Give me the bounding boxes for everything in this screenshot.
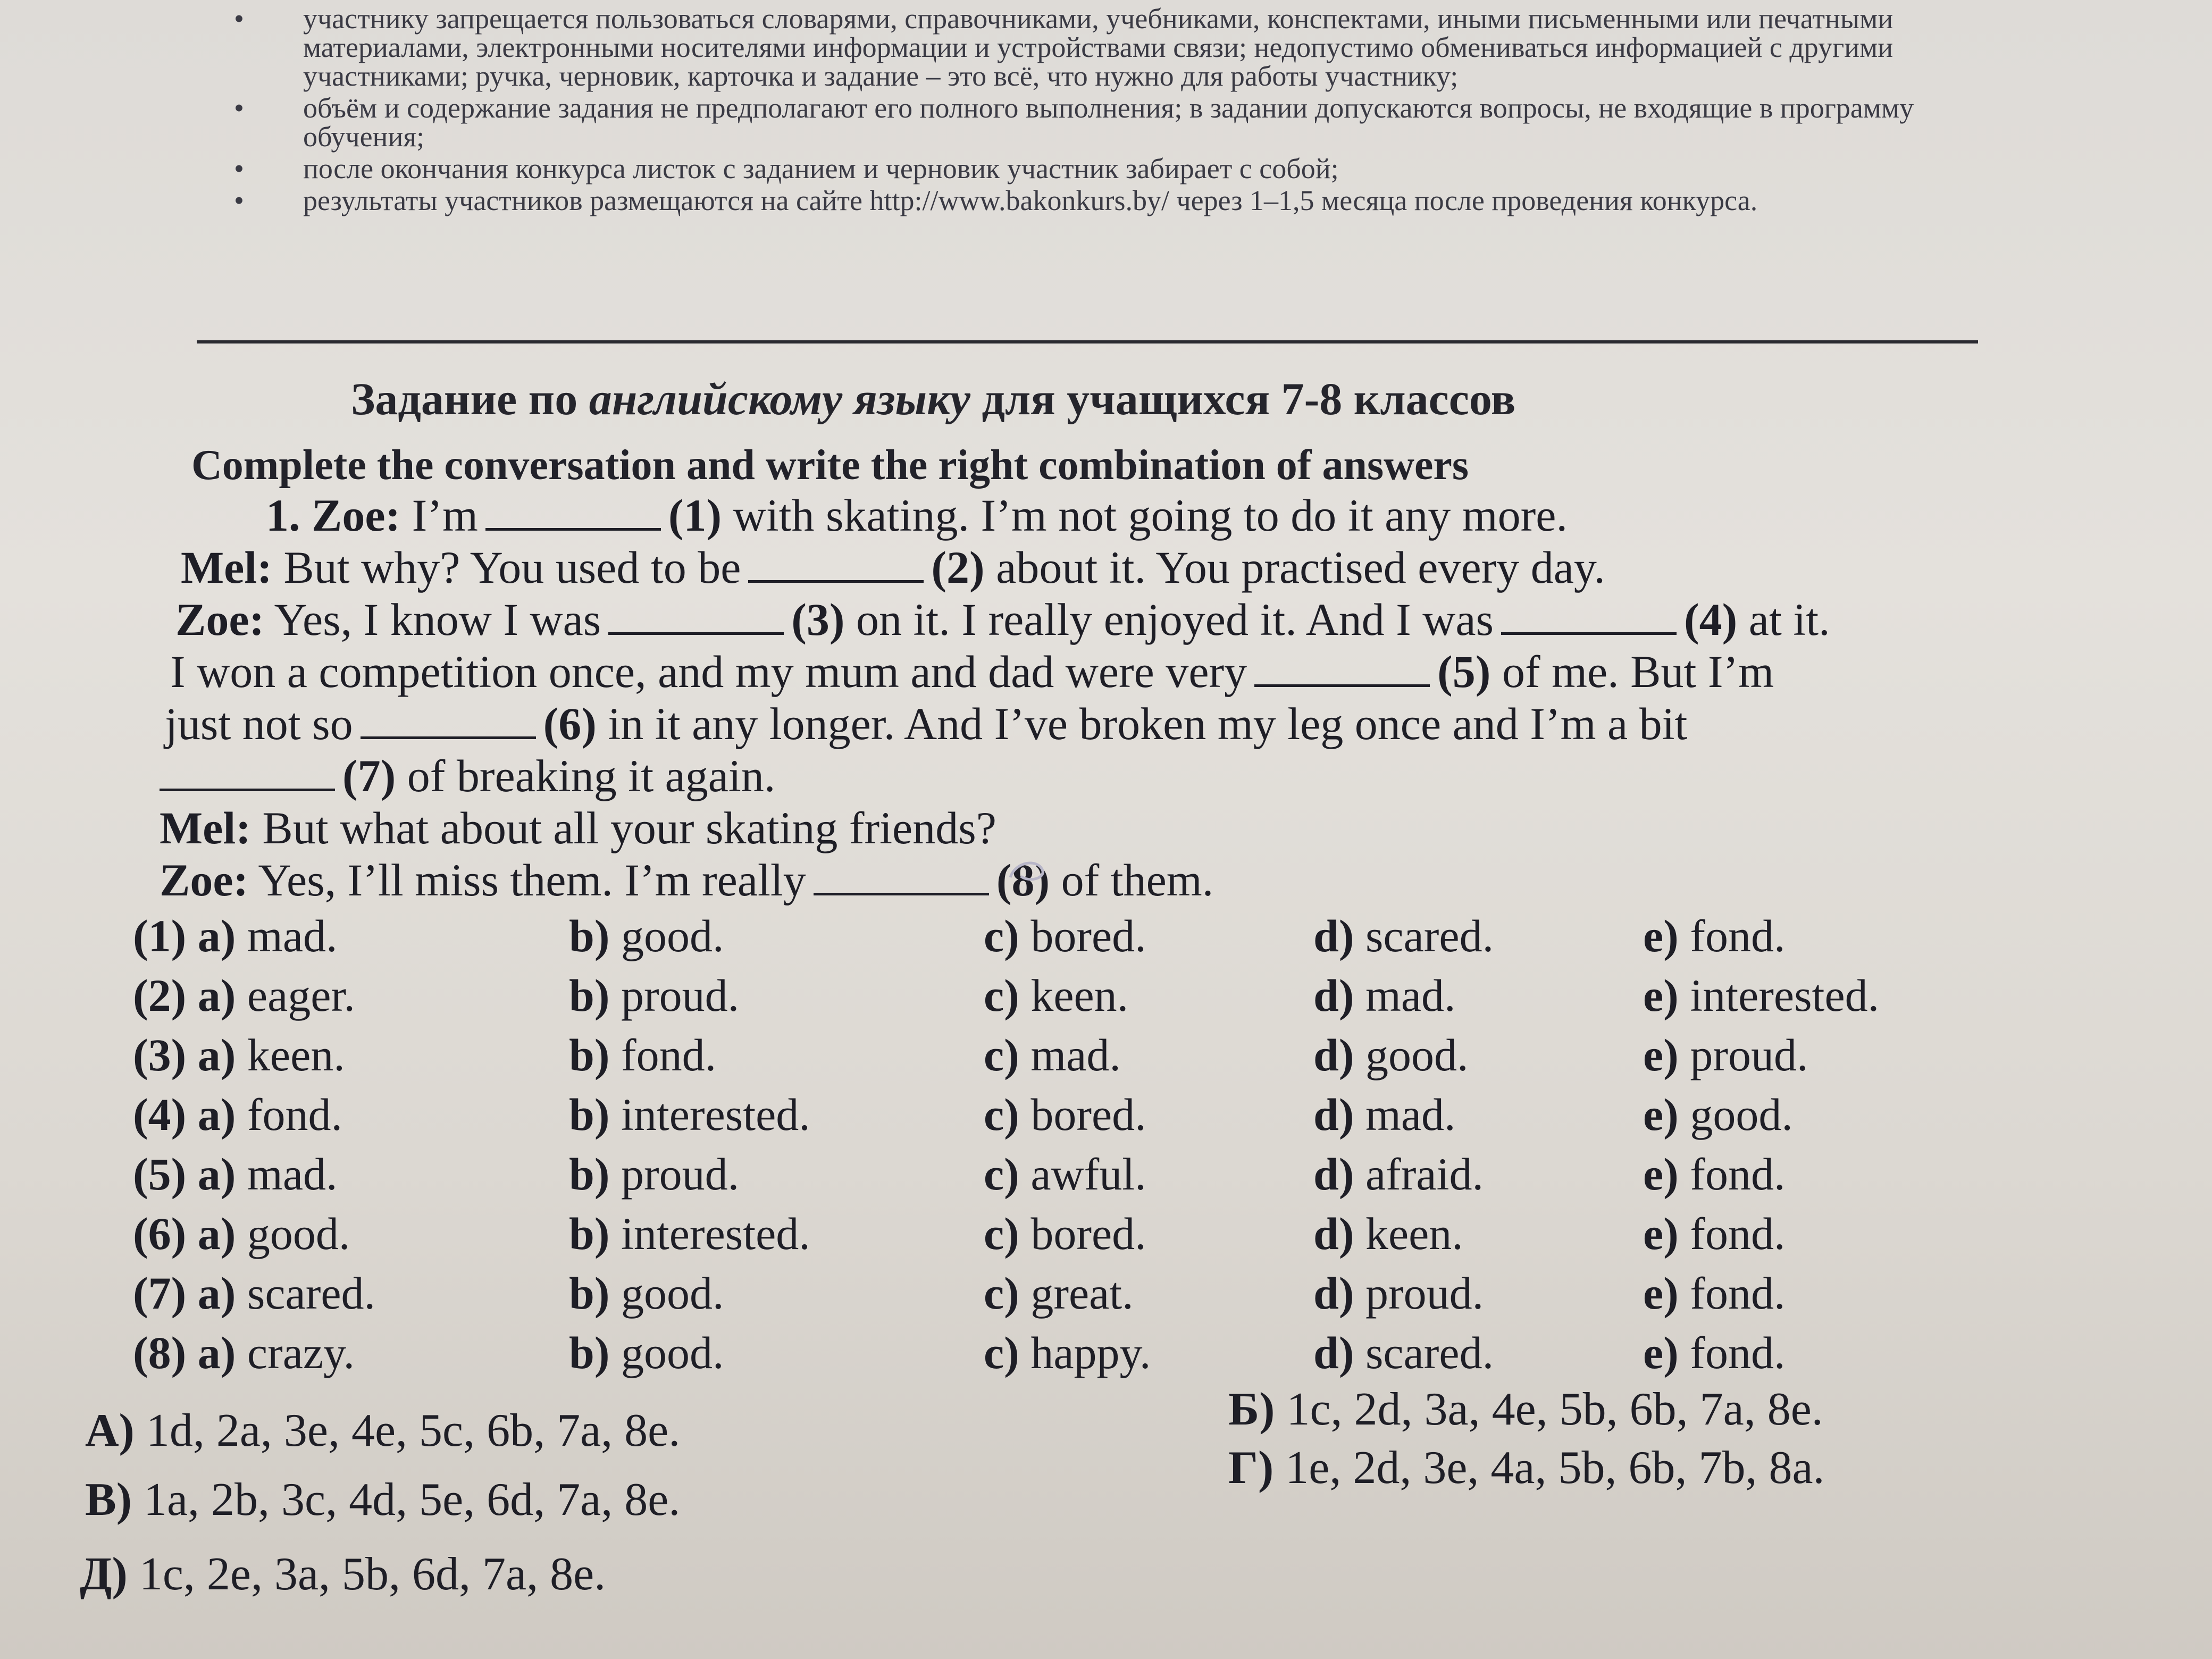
heading-language: английскому языку	[589, 373, 970, 424]
option-word: bored.	[1030, 1208, 1146, 1259]
options-grid	[101, 909, 1962, 1386]
option-d	[1313, 1147, 1484, 1201]
option-letter: a)	[197, 1029, 236, 1080]
option-word: bored.	[1030, 1089, 1146, 1140]
option-word: fond.	[1690, 1149, 1786, 1200]
option-row	[101, 1326, 1962, 1386]
dialogue-text: But what about all your skating friends?	[262, 802, 996, 853]
answer-blank	[160, 751, 335, 791]
answer-blank	[608, 595, 784, 635]
rule-text: участнику запрещается пользоваться словарями, справочниками, учебниками, конспектами, иными письменными или печатными материалами, электронными носителями информации и устройствами связи; недопустимо обмениваться информацией с другими участниками; ручка, черновик, карточка и задание – это всё, что нужно для работы участнику;	[303, 3, 1893, 92]
option-b	[569, 1088, 810, 1141]
divider-line	[197, 340, 1978, 343]
option-word: keen.	[247, 1029, 345, 1080]
conversation	[160, 489, 2031, 906]
answer-text: 1a, 2b, 3c, 4d, 5e, 6d, 7a, 8e.	[144, 1474, 681, 1526]
option-word: good.	[1690, 1089, 1793, 1140]
option-letter: b)	[569, 970, 610, 1021]
option-letter: d)	[1313, 1149, 1354, 1200]
answer-blank	[361, 699, 536, 739]
option-letter: b)	[569, 1029, 610, 1080]
option-letter: d)	[1313, 1208, 1354, 1259]
option-letter: e)	[1643, 910, 1679, 961]
option-word: proud.	[621, 970, 740, 1021]
option-letter: d)	[1313, 1089, 1354, 1140]
option-letter: e)	[1643, 970, 1679, 1021]
dialogue-text: with skating. I’m not going to do it any more.	[733, 490, 1568, 541]
option-d	[1313, 1088, 1456, 1141]
option-word: happy.	[1030, 1327, 1151, 1378]
option-number: (8)	[133, 1327, 187, 1378]
option-letter: b)	[569, 1268, 610, 1319]
option-d	[1313, 1267, 1484, 1320]
option-letter: c)	[984, 1029, 1019, 1080]
answer-label: Д)	[80, 1548, 128, 1600]
option-word: fond.	[247, 1089, 343, 1140]
speaker-label: Zoe:	[312, 490, 401, 541]
option-letter: a)	[197, 1208, 236, 1259]
option-word: good.	[247, 1208, 350, 1259]
option-row	[101, 1207, 1962, 1267]
answer-text: 1d, 2a, 3e, 4e, 5c, 6b, 7a, 8e.	[146, 1405, 681, 1456]
dialogue-text: I won a competition once, and my mum and dad were very	[170, 646, 1247, 697]
blank-number: (4)	[1684, 594, 1738, 645]
option-word: scared.	[1365, 910, 1494, 961]
dialogue-line	[160, 593, 2031, 646]
option-letter: e)	[1643, 1268, 1679, 1319]
option-word: afraid.	[1365, 1149, 1484, 1200]
option-letter: a)	[197, 910, 236, 961]
bullet-icon: •	[234, 185, 244, 216]
option-e	[1643, 1207, 1785, 1260]
rule-item	[223, 94, 1957, 151]
option-e	[1643, 969, 1879, 1022]
dialogue-line	[160, 646, 2031, 698]
option-c	[984, 1028, 1121, 1082]
option-letter: b)	[569, 1208, 610, 1259]
option-letter: c)	[984, 970, 1019, 1021]
option-b	[569, 1326, 724, 1379]
option-letter: a)	[197, 1089, 236, 1140]
answer-blank	[814, 856, 989, 895]
option-a	[133, 1088, 342, 1141]
option-number: (4)	[133, 1089, 187, 1140]
option-word: proud.	[621, 1149, 740, 1200]
option-row	[101, 1088, 1962, 1147]
option-b	[569, 1028, 716, 1082]
option-letter: b)	[569, 910, 610, 961]
bullet-icon: •	[234, 153, 244, 185]
option-e	[1643, 1028, 1808, 1082]
blank-number: (1)	[668, 490, 722, 541]
dialogue-text: about it. You practised every day.	[996, 542, 1605, 593]
rule-text: после окончания конкурса листок с заданием и черновик участник забирает с собой;	[303, 153, 1339, 185]
rule-text: результаты участников размещаются на сайте http://www.bakonkurs.by/ через 1–1,5 месяца после проведения конкурса.	[303, 185, 1758, 216]
option-letter: e)	[1643, 1149, 1679, 1200]
rule-text: объём и содержание задания не предполагают его полного выполнения; в задании допускаются вопросы, не входящие в программу обучения;	[303, 92, 1914, 153]
answer-label: В)	[85, 1474, 132, 1526]
answer-text: 1c, 2e, 3a, 5b, 6d, 7a, 8e.	[139, 1548, 606, 1600]
option-c	[984, 969, 1128, 1022]
option-d	[1313, 1326, 1494, 1379]
option-word: good.	[621, 1268, 724, 1319]
option-word: proud.	[1690, 1029, 1808, 1080]
dialogue-text: at it.	[1748, 594, 1830, 645]
option-row	[101, 1147, 1962, 1207]
option-e	[1643, 909, 1785, 962]
option-letter: d)	[1313, 1327, 1354, 1378]
option-letter: c)	[984, 910, 1019, 961]
option-a	[133, 1147, 338, 1201]
option-e	[1643, 1326, 1785, 1379]
dialogue-text: of breaking it again.	[407, 750, 776, 801]
dialogue-text: Yes, I’ll miss them. I’m really	[258, 854, 806, 906]
rule-item	[223, 4, 1957, 90]
option-letter: c)	[984, 1149, 1019, 1200]
pen-scribble	[1000, 856, 1063, 888]
option-number: (7)	[133, 1268, 187, 1319]
rules-list	[223, 0, 1957, 218]
dialogue-text: But why? You used to be	[283, 542, 741, 593]
dialogue-line	[160, 698, 2031, 750]
question-number: 1.	[266, 490, 300, 541]
option-number: (3)	[133, 1029, 187, 1080]
answer-option-g	[1228, 1441, 1825, 1495]
option-letter: c)	[984, 1089, 1019, 1140]
answer-blank	[485, 491, 661, 531]
heading-part2: для учащихся 7-8 классов	[970, 373, 1516, 424]
answer-label: Б)	[1228, 1384, 1275, 1435]
option-word: fond.	[1690, 1327, 1786, 1378]
option-row	[101, 1267, 1962, 1326]
heading-part1: Задание по	[351, 373, 589, 424]
option-word: great.	[1030, 1268, 1134, 1319]
option-letter: a)	[197, 1327, 236, 1378]
option-row	[101, 1028, 1962, 1088]
bullet-icon: •	[234, 3, 244, 35]
option-letter: d)	[1313, 1029, 1354, 1080]
option-word: eager.	[247, 970, 355, 1021]
answer-blank	[1254, 647, 1430, 687]
option-e	[1643, 1147, 1785, 1201]
speaker-label: Mel:	[160, 802, 251, 853]
option-word: keen.	[1365, 1208, 1463, 1259]
option-word: good.	[621, 1327, 724, 1378]
answer-label: Г)	[1228, 1442, 1274, 1494]
option-word: crazy.	[247, 1327, 355, 1378]
option-c	[984, 1147, 1146, 1201]
blank-number: (2)	[931, 542, 985, 593]
blank-number: (8)	[996, 854, 1050, 906]
dialogue-text: I’m	[412, 490, 478, 541]
option-word: bored.	[1030, 910, 1146, 961]
option-b	[569, 1147, 739, 1201]
option-d	[1313, 909, 1494, 962]
option-word: mad.	[1030, 1029, 1121, 1080]
bullet-icon: •	[234, 92, 244, 124]
option-d	[1313, 969, 1456, 1022]
option-word: scared.	[247, 1268, 376, 1319]
option-number: (6)	[133, 1208, 187, 1259]
option-word: keen.	[1030, 970, 1129, 1021]
speaker-label: Zoe:	[160, 854, 249, 906]
option-word: fond.	[1690, 1268, 1786, 1319]
dialogue-text: of me. But I’m	[1502, 646, 1774, 697]
option-c	[984, 1267, 1134, 1320]
option-a	[133, 1028, 345, 1082]
option-word: interested.	[621, 1089, 810, 1140]
option-b	[569, 969, 739, 1022]
option-a	[133, 1267, 375, 1320]
option-letter: d)	[1313, 970, 1354, 1021]
option-letter: e)	[1643, 1208, 1679, 1259]
option-number: (5)	[133, 1149, 187, 1200]
option-word: interested.	[621, 1208, 810, 1259]
answer-option-v	[85, 1473, 680, 1527]
option-c	[984, 1326, 1151, 1379]
option-row	[101, 909, 1962, 969]
speaker-label: Zoe:	[175, 594, 265, 645]
option-b	[569, 1267, 724, 1320]
dialogue-text: Yes, I know I was	[274, 594, 601, 645]
task-instruction: Complete the conversation and write the right combination of answers	[191, 442, 1469, 489]
option-c	[984, 1207, 1146, 1260]
option-word: fond.	[1690, 910, 1786, 961]
option-b	[569, 909, 724, 962]
dialogue-text: of them.	[1061, 854, 1214, 906]
rule-item	[223, 154, 1957, 183]
option-e	[1643, 1267, 1785, 1320]
blank-number: (3)	[791, 594, 845, 645]
option-letter: e)	[1643, 1089, 1679, 1140]
answer-blank	[1501, 595, 1677, 635]
option-letter: b)	[569, 1089, 610, 1140]
option-a	[133, 909, 338, 962]
option-letter: c)	[984, 1268, 1019, 1319]
option-word: good.	[1365, 1029, 1469, 1080]
dialogue-text: in it any longer. And I’ve broken my leg once and I’m a bit	[608, 698, 1688, 749]
option-b	[569, 1207, 810, 1260]
option-c	[984, 909, 1146, 962]
option-letter: e)	[1643, 1029, 1679, 1080]
option-letter: d)	[1313, 1268, 1354, 1319]
option-d	[1313, 1028, 1468, 1082]
option-word: mad.	[1365, 1089, 1456, 1140]
option-letter: b)	[569, 1149, 610, 1200]
option-letter: a)	[197, 970, 236, 1021]
option-a	[133, 1326, 355, 1379]
blank-number: (6)	[543, 698, 597, 749]
option-letter: c)	[984, 1208, 1019, 1259]
option-letter: a)	[197, 1268, 236, 1319]
option-word: fond.	[621, 1029, 717, 1080]
task-heading	[351, 372, 1515, 425]
option-c	[984, 1088, 1146, 1141]
option-word: proud.	[1365, 1268, 1484, 1319]
option-word: mad.	[247, 910, 338, 961]
option-a	[133, 969, 355, 1022]
dialogue-text: just not so	[165, 698, 353, 749]
answer-label: А)	[85, 1405, 135, 1456]
blank-number: (5)	[1437, 646, 1491, 697]
option-number: (1)	[133, 910, 187, 961]
option-number: (2)	[133, 970, 187, 1021]
blank-number: (7)	[342, 750, 396, 801]
option-letter: c)	[984, 1327, 1019, 1378]
answer-text: 1c, 2d, 3a, 4e, 5b, 6b, 7a, 8e.	[1286, 1384, 1823, 1435]
dialogue-line	[160, 541, 2031, 593]
option-word: interested.	[1690, 970, 1880, 1021]
option-a	[133, 1207, 350, 1260]
answer-blank	[748, 543, 924, 583]
option-word: good.	[621, 910, 724, 961]
option-letter: d)	[1313, 910, 1354, 961]
answer-text: 1e, 2d, 3e, 4a, 5b, 6b, 7b, 8a.	[1285, 1442, 1825, 1494]
answer-option-d	[80, 1547, 606, 1601]
speaker-label: Mel:	[181, 542, 272, 593]
option-word: fond.	[1690, 1208, 1786, 1259]
answer-option-a	[85, 1404, 680, 1457]
option-d	[1313, 1207, 1463, 1260]
answer-option-b	[1228, 1382, 1823, 1436]
option-word: mad.	[1365, 970, 1456, 1021]
dialogue-line	[160, 854, 2031, 906]
option-row	[101, 969, 1962, 1028]
option-letter: b)	[569, 1327, 610, 1378]
option-word: scared.	[1365, 1327, 1494, 1378]
rule-item	[223, 186, 1957, 215]
dialogue-text: on it. I really enjoyed it. And I was	[856, 594, 1494, 645]
dialogue-line	[160, 750, 2031, 802]
dialogue-line	[160, 489, 2031, 541]
option-word: mad.	[247, 1149, 338, 1200]
option-letter: e)	[1643, 1327, 1679, 1378]
option-letter: a)	[197, 1149, 236, 1200]
option-e	[1643, 1088, 1793, 1141]
option-word: awful.	[1030, 1149, 1146, 1200]
dialogue-line	[160, 802, 2031, 854]
